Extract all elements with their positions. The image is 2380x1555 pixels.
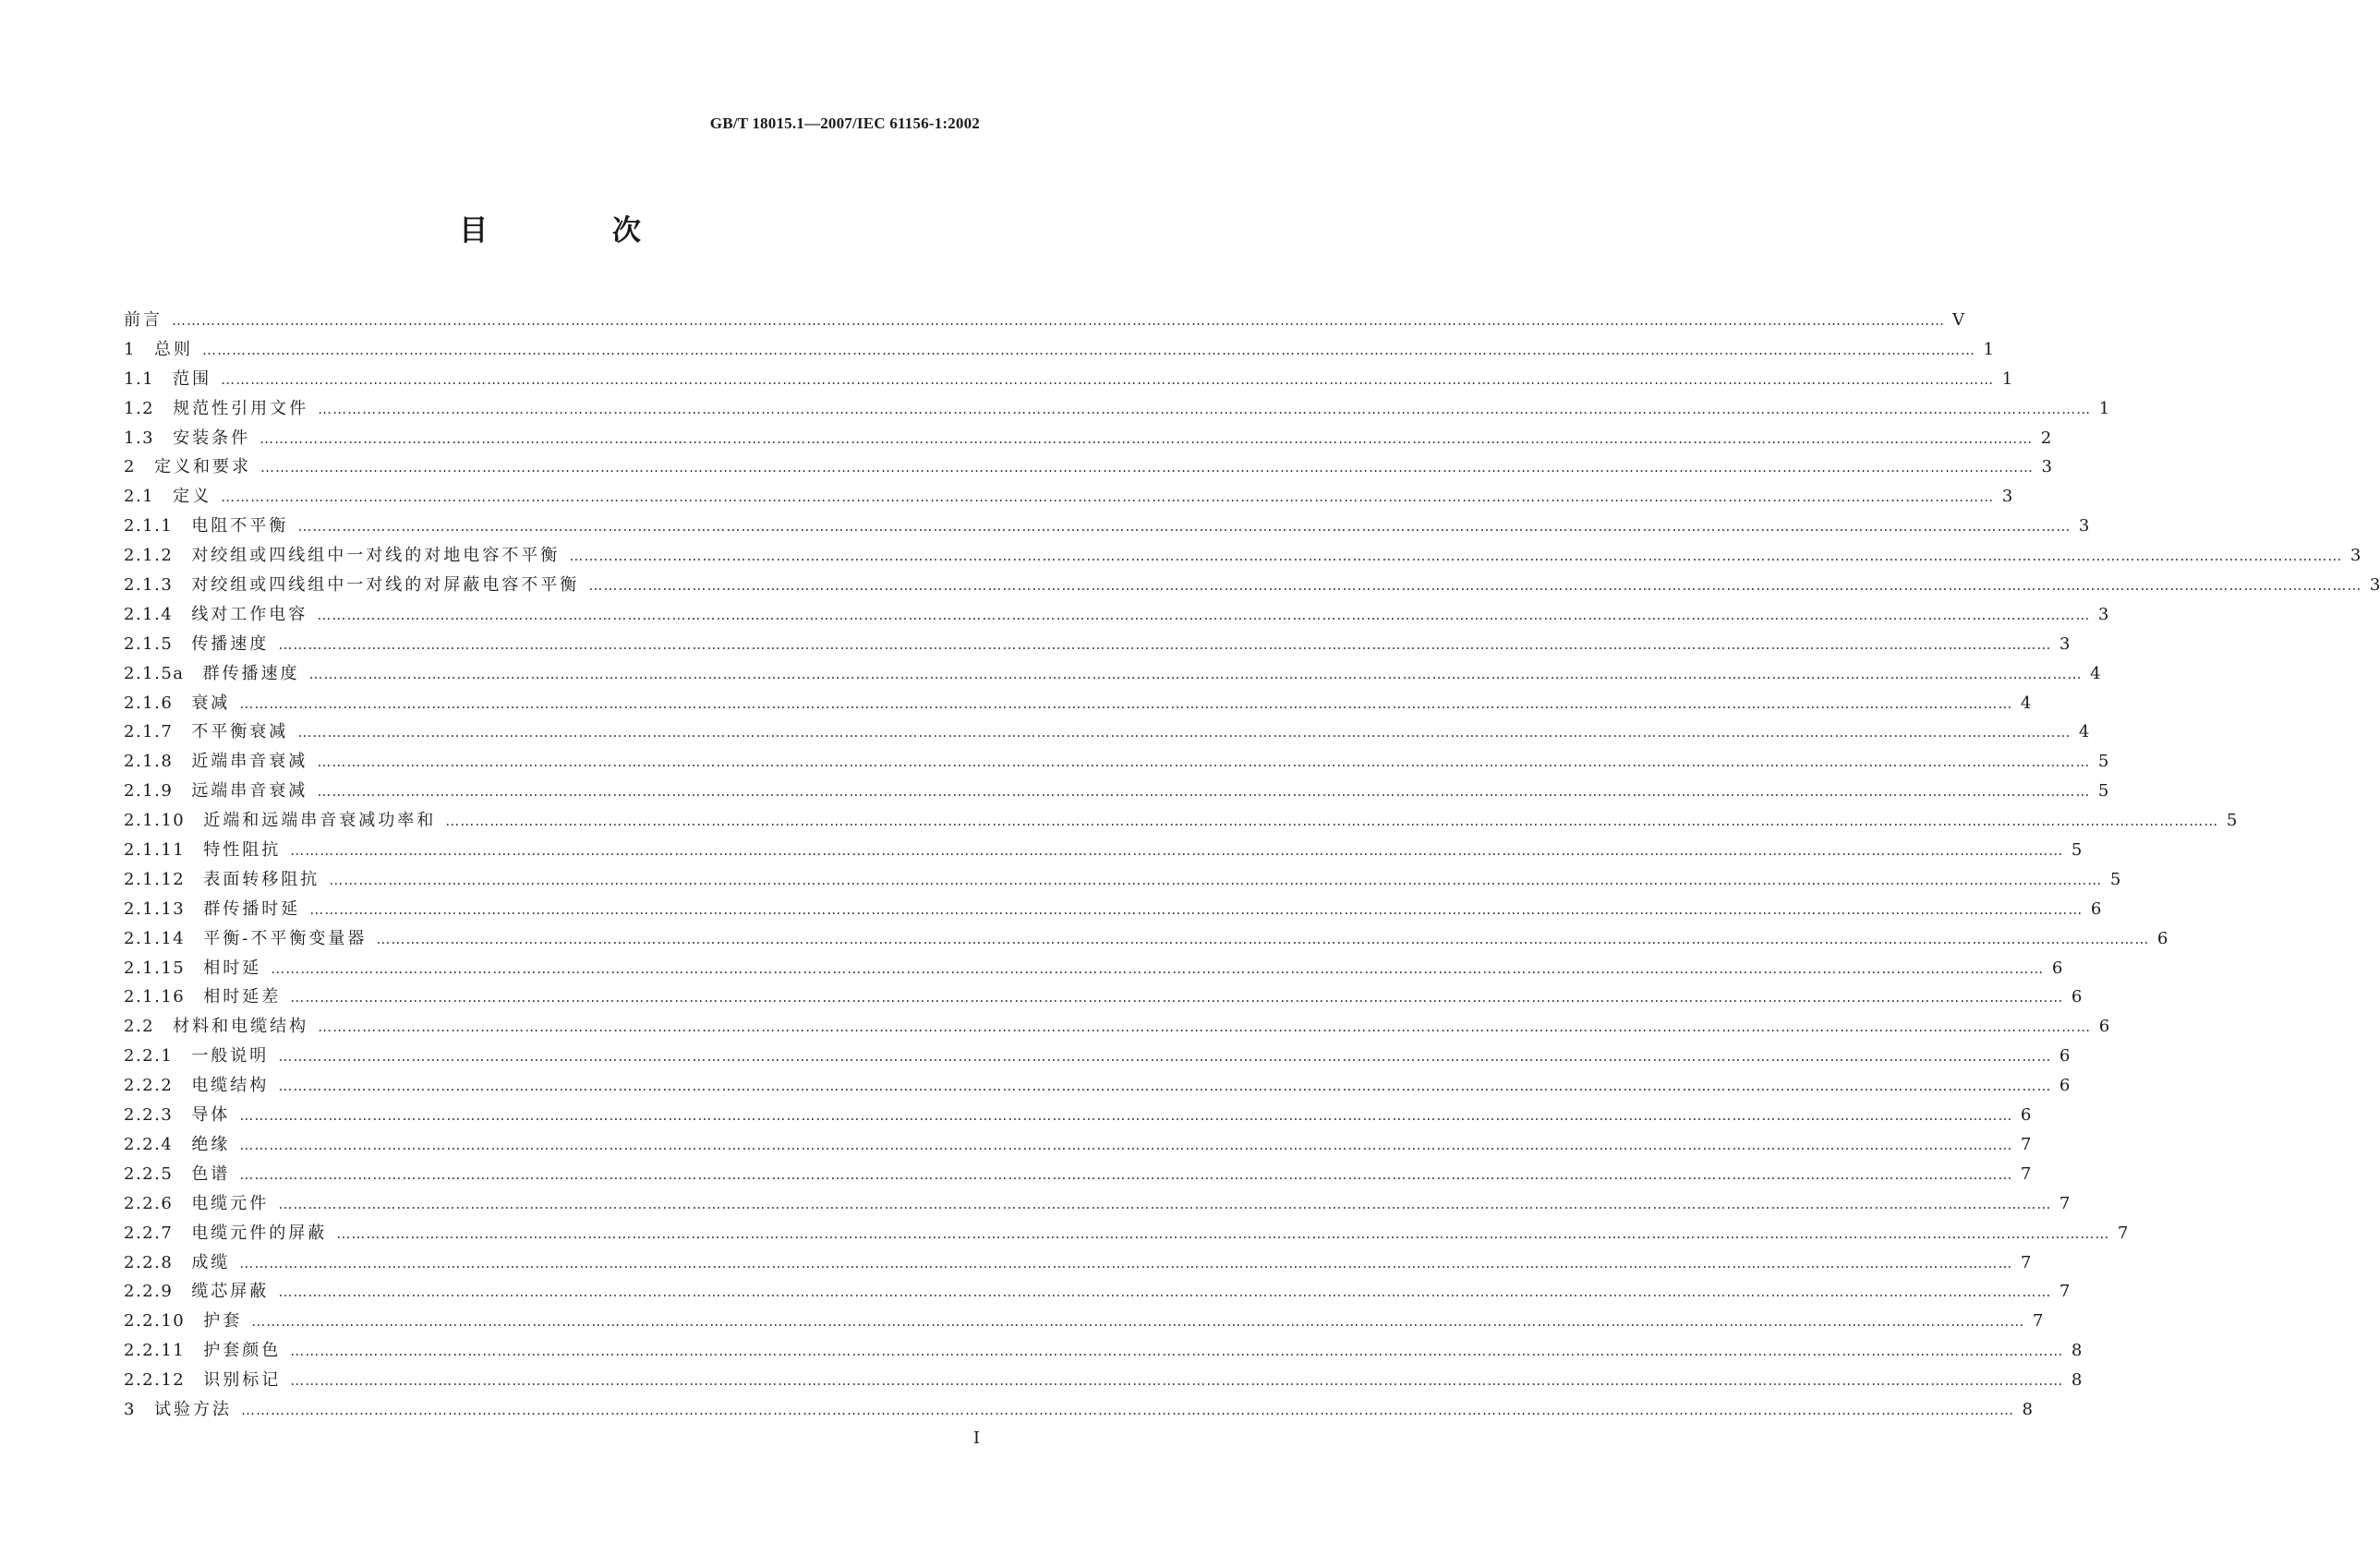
toc-entry-title: 规范性引用文件 — [173, 398, 309, 418]
toc-dot-leader: ……………………………………………………………………………………………………………………………………………………………………………………………………………………………………………………………………………………………………………………………… — [308, 665, 2083, 682]
toc-entry-number: 2.1.1 — [124, 516, 174, 536]
toc-entry[interactable] — [124, 717, 2090, 747]
toc-entry[interactable] — [124, 689, 2032, 718]
toc-entry-page: V — [1952, 310, 1964, 330]
toc-entry[interactable] — [124, 806, 2238, 836]
page-number: I — [973, 1428, 980, 1448]
toc-entry-page: 1 — [2001, 368, 2013, 389]
toc-dot-leader: ……………………………………………………………………………………………………………………………………………………………………………………………………………………………………………………………………………………………………………………………… — [278, 1048, 2052, 1066]
toc-entry[interactable] — [124, 836, 2083, 865]
toc-entry-page: 5 — [2097, 752, 2109, 772]
toc-entry-number: 2.1.5a — [124, 663, 185, 683]
toc-dot-leader: ……………………………………………………………………………………………………………………………………………………………………………………………………………………………………………………………………………………………………………………………… — [172, 312, 1945, 329]
toc-entry-page: 7 — [2059, 1193, 2071, 1213]
toc-entry-number: 1 — [124, 339, 136, 359]
toc-entry-title: 材料和电缆结构 — [173, 1017, 309, 1037]
toc-entry[interactable] — [124, 1395, 2033, 1425]
toc-entry-title: 定义 — [173, 487, 212, 507]
toc-entry-number: 2.2.12 — [124, 1370, 186, 1391]
toc-entry-page: 6 — [2051, 958, 2063, 978]
toc-dot-leader: ……………………………………………………………………………………………………………………………………………………………………………………………………………………………………………………………………………………………………………………………… — [239, 1136, 2013, 1153]
toc-entry-title: 电阻不平衡 — [191, 516, 289, 536]
toc-entry-page: 1 — [2098, 398, 2110, 418]
toc-entry-page: 7 — [2059, 1282, 2071, 1302]
toc-dot-leader: ……………………………………………………………………………………………………………………………………………………………………………………………………………………………………………………………………………………………………………………………… — [278, 1195, 2052, 1212]
toc-entry-title: 电缆元件的屏蔽 — [191, 1223, 328, 1243]
toc-dot-leader: ……………………………………………………………………………………………………………………………………………………………………………………………………………………………………………………………………………………………………………………………… — [309, 900, 2084, 918]
toc-dot-leader: ……………………………………………………………………………………………………………………………………………………………………………………………………………………………………………………………………………………………………………………………… — [278, 1078, 2052, 1095]
toc-entry[interactable] — [124, 924, 2169, 954]
toc-entry-title: 识别标记 — [203, 1370, 282, 1391]
toc-entry-number: 2.2.3 — [124, 1105, 174, 1126]
toc-dot-leader: ……………………………………………………………………………………………………………………………………………………………………………………………………………………………………………………………………………………………………………………………… — [221, 370, 1995, 388]
toc-entry-number: 1.3 — [124, 428, 155, 448]
toc-entry-page: 6 — [2059, 1076, 2071, 1096]
toc-entry-number: 2.1.7 — [124, 722, 174, 742]
toc-entry[interactable] — [124, 365, 2013, 394]
toc-entry-title: 导体 — [191, 1105, 231, 1126]
toc-entry-title: 电缆结构 — [191, 1076, 270, 1096]
toc-entry-page: 6 — [2020, 1105, 2032, 1126]
toc-entry[interactable] — [124, 1219, 2129, 1248]
table-of-contents — [124, 306, 2380, 1425]
toc-entry-number: 2.2.5 — [124, 1163, 174, 1184]
toc-dot-leader: ……………………………………………………………………………………………………………………………………………………………………………………………………………………………………………………………………………………………………………………………… — [317, 606, 2091, 623]
toc-entry-number: 2.2.9 — [124, 1282, 174, 1302]
toc-entry-title: 绝缘 — [191, 1134, 231, 1154]
toc-entry-number: 2.1.3 — [124, 575, 174, 596]
toc-entry-title: 安装条件 — [173, 428, 251, 448]
toc-entry[interactable] — [124, 541, 2362, 571]
toc-entry-title: 护套 — [203, 1311, 243, 1332]
toc-dot-leader: ……………………………………………………………………………………………………………………………………………………………………………………………………………………………………………………………………………………………………………………………… — [239, 694, 2013, 712]
toc-entry-number: 2.1.2 — [124, 546, 174, 566]
toc-entry-number: 2.1.4 — [124, 604, 174, 624]
toc-entry[interactable] — [124, 1189, 2071, 1219]
toc-entry[interactable] — [124, 424, 2052, 453]
toc-entry-page: 3 — [2078, 516, 2090, 536]
toc-entry-title: 远端串音衰减 — [191, 781, 308, 802]
toc-entry-number: 2.1 — [124, 487, 155, 507]
toc-entry-title: 定义和要求 — [153, 457, 251, 477]
toc-entry-page: 7 — [2020, 1163, 2032, 1184]
toc-dot-leader: ……………………………………………………………………………………………………………………………………………………………………………………………………………………………………………………………………………………………………………………………… — [239, 1254, 2013, 1272]
toc-entry-number: 2.1.5 — [124, 633, 174, 654]
toc-entry-page: 6 — [2090, 898, 2102, 919]
toc-entry[interactable] — [124, 452, 2052, 482]
toc-entry-page: 6 — [2098, 1017, 2110, 1037]
toc-dot-leader: ……………………………………………………………………………………………………………………………………………………………………………………………………………………………………………………………………………………………………………………………… — [271, 959, 2045, 977]
toc-entry-page: 6 — [2071, 987, 2083, 1007]
toc-dot-leader: ……………………………………………………………………………………………………………………………………………………………………………………………………………………………………………………………………………………………………………………………… — [290, 989, 2064, 1007]
toc-dot-leader: ……………………………………………………………………………………………………………………………………………………………………………………………………………………………………………………………………………………………………………………………… — [251, 1313, 2025, 1331]
toc-dot-leader: ……………………………………………………………………………………………………………………………………………………………………………………………………………………………………………………………………………………………………………………………… — [318, 1019, 2092, 1036]
toc-dot-leader: ……………………………………………………………………………………………………………………………………………………………………………………………………………………………………………………………………………………………………………………………… — [239, 1107, 2013, 1125]
toc-entry-title: 群传播时延 — [203, 898, 301, 919]
toc-entry[interactable] — [124, 630, 2071, 659]
toc-entry-page: 4 — [2090, 663, 2101, 683]
toc-entry-page: 7 — [2020, 1134, 2032, 1154]
toc-entry-title: 成缆 — [191, 1252, 231, 1272]
toc-entry-title: 对绞组或四线组中一对线的对屏蔽电容不平衡 — [191, 575, 580, 596]
toc-entry-number: 2.1.16 — [124, 987, 186, 1007]
toc-entry-number: 2.2.8 — [124, 1252, 174, 1272]
toc-entry-title: 前言 — [124, 310, 163, 330]
toc-entry-title: 相时延差 — [203, 987, 282, 1007]
toc-entry-number: 1.1 — [124, 368, 155, 389]
toc-entry-number: 2.1.15 — [124, 958, 186, 978]
toc-entry-number: 2.2.7 — [124, 1223, 174, 1243]
toc-dot-leader: ……………………………………………………………………………………………………………………………………………………………………………………………………………………………………………………………………………………………………………………………… — [290, 1372, 2064, 1390]
toc-entry-page: 5 — [2226, 811, 2238, 831]
toc-dot-leader: ……………………………………………………………………………………………………………………………………………………………………………………………………………………………………………………………………………………………………………………………… — [329, 871, 2103, 888]
toc-entry[interactable] — [124, 1101, 2032, 1130]
toc-entry-page: 7 — [2032, 1311, 2044, 1332]
toc-entry-number: 2.2 — [124, 1017, 155, 1037]
toc-entry-title: 色谱 — [191, 1163, 231, 1184]
toc-entry-title: 缆芯屏蔽 — [191, 1282, 270, 1302]
toc-entry[interactable] — [124, 777, 2109, 806]
toc-entry-title: 总则 — [153, 339, 193, 359]
toc-entry-number: 2 — [124, 457, 136, 477]
toc-entry-page: 7 — [2020, 1252, 2032, 1272]
toc-entry-page: 8 — [2071, 1341, 2083, 1361]
toc-entry[interactable] — [124, 571, 2380, 600]
toc-entry[interactable] — [124, 600, 2109, 630]
toc-entry-title: 范围 — [173, 368, 212, 389]
toc-entry-page: 4 — [2020, 693, 2032, 713]
toc-entry-page: 5 — [2109, 869, 2121, 889]
toc-dot-leader: ……………………………………………………………………………………………………………………………………………………………………………………………………………………………………………………………………………………………………………………………… — [260, 459, 2034, 476]
toc-entry[interactable] — [124, 1366, 2083, 1395]
page-title: 目 次 — [459, 214, 698, 247]
toc-entry-title: 近端串音衰减 — [191, 752, 308, 772]
toc-entry[interactable] — [124, 1071, 2071, 1101]
toc-entry-title: 一般说明 — [191, 1046, 270, 1067]
toc-entry-page: 7 — [2117, 1223, 2129, 1243]
toc-entry-page: 3 — [2097, 604, 2109, 624]
toc-entry-number: 2.1.11 — [124, 840, 186, 861]
toc-entry-title: 相时延 — [203, 958, 262, 978]
toc-entry[interactable] — [124, 1160, 2032, 1189]
toc-entry-number: 2.1.8 — [124, 752, 174, 772]
toc-dot-leader: ……………………………………………………………………………………………………………………………………………………………………………………………………………………………………………………………………………………………………………………………… — [201, 341, 1975, 358]
toc-entry-page: 6 — [2156, 928, 2169, 948]
toc-entry-number: 2.2.6 — [124, 1193, 174, 1213]
toc-dot-leader: ……………………………………………………………………………………………………………………………………………………………………………………………………………………………………………………………………………………………………………………………… — [317, 783, 2091, 801]
toc-entry-title: 传播速度 — [191, 633, 270, 654]
toc-entry-number: 2.2.4 — [124, 1134, 174, 1154]
toc-entry-page: 3 — [2059, 633, 2071, 654]
toc-dot-leader: ……………………………………………………………………………………………………………………………………………………………………………………………………………………………………………………………………………………………………………………………… — [278, 1284, 2052, 1301]
toc-entry[interactable] — [124, 1012, 2110, 1042]
standard-number: GB/T 18015.1—2007/IEC 61156-1:2002 — [709, 115, 980, 132]
toc-entry-title: 平衡-不平衡变量器 — [203, 928, 368, 948]
toc-entry[interactable] — [124, 1042, 2071, 1071]
toc-entry-number: 2.1.6 — [124, 693, 174, 713]
toc-entry[interactable] — [124, 1248, 2032, 1278]
toc-dot-leader: ……………………………………………………………………………………………………………………………………………………………………………………………………………………………………………………………………………………………………………………………… — [376, 930, 2150, 947]
toc-entry[interactable] — [124, 865, 2121, 895]
toc-entry-page: 3 — [2041, 457, 2052, 477]
toc-entry-title: 试验方法 — [153, 1399, 232, 1419]
toc-entry[interactable] — [124, 306, 1964, 335]
toc-dot-leader: ……………………………………………………………………………………………………………………………………………………………………………………………………………………………………………………………………………………………………………………………… — [239, 1165, 2013, 1183]
toc-dot-leader: ……………………………………………………………………………………………………………………………………………………………………………………………………………………………………………………………………………………………………………………………… — [278, 635, 2052, 653]
toc-dot-leader: ……………………………………………………………………………………………………………………………………………………………………………………………………………………………………………………………………………………………………………………………… — [317, 753, 2091, 771]
toc-entry[interactable] — [124, 394, 2110, 424]
toc-entry[interactable] — [124, 747, 2109, 777]
toc-entry-number: 2.1.10 — [124, 811, 186, 831]
toc-entry-page: 4 — [2078, 722, 2090, 742]
toc-entry-title: 电缆元件 — [191, 1193, 270, 1213]
toc-entry-title: 衰减 — [191, 693, 231, 713]
toc-dot-leader: ……………………………………………………………………………………………………………………………………………………………………………………………………………………………………………………………………………………………………………………………… — [569, 548, 2343, 565]
toc-entry[interactable] — [124, 1130, 2032, 1160]
toc-dot-leader: ……………………………………………………………………………………………………………………………………………………………………………………………………………………………………………………………………………………………………………………………… — [445, 813, 2219, 830]
toc-entry-number: 2.2.1 — [124, 1046, 174, 1067]
toc-entry-title: 表面转移阻抗 — [203, 869, 320, 889]
toc-dot-leader: ……………………………………………………………………………………………………………………………………………………………………………………………………………………………………………………………………………………………………………………………… — [260, 429, 2034, 447]
toc-entry[interactable] — [124, 1277, 2071, 1307]
toc-entry-title: 特性阻抗 — [203, 840, 282, 861]
toc-entry-page: 5 — [2097, 781, 2109, 802]
toc-entry[interactable] — [124, 335, 1994, 365]
toc-entry-number: 2.2.10 — [124, 1311, 186, 1332]
toc-entry-title: 护套颜色 — [203, 1341, 282, 1361]
toc-entry[interactable] — [124, 1336, 2083, 1366]
toc-dot-leader: ……………………………………………………………………………………………………………………………………………………………………………………………………………………………………………………………………………………………………………………………… — [318, 400, 2092, 417]
toc-dot-leader: ……………………………………………………………………………………………………………………………………………………………………………………………………………………………………………………………………………………………………………………………… — [297, 518, 2072, 536]
toc-dot-leader: ……………………………………………………………………………………………………………………………………………………………………………………………………………………………………………………………………………………………………………………………… — [240, 1401, 2014, 1418]
toc-entry-title: 群传播速度 — [202, 663, 300, 683]
toc-entry-number: 2.2.11 — [124, 1341, 186, 1361]
toc-dot-leader: ……………………………………………………………………………………………………………………………………………………………………………………………………………………………………………………………………………………………………………………………… — [588, 577, 2362, 595]
toc-entry-page: 3 — [2001, 487, 2013, 507]
toc-entry-title: 对绞组或四线组中一对线的对地电容不平衡 — [191, 546, 561, 566]
toc-entry[interactable] — [124, 1307, 2044, 1336]
toc-entry-page: 1 — [1983, 339, 1994, 359]
toc-entry-page: 8 — [2071, 1370, 2083, 1391]
toc-entry-page: 3 — [2369, 575, 2380, 596]
toc-entry-number: 2.1.12 — [124, 869, 186, 889]
toc-entry-page: 5 — [2071, 840, 2083, 861]
toc-entry-number: 2.1.9 — [124, 781, 174, 802]
toc-entry-page: 3 — [2350, 546, 2362, 566]
toc-entry[interactable] — [124, 895, 2102, 924]
toc-entry-page: 8 — [2022, 1399, 2033, 1419]
toc-entry[interactable] — [124, 512, 2090, 541]
toc-entry[interactable] — [124, 982, 2083, 1012]
toc-entry[interactable] — [124, 659, 2101, 689]
toc-entry-title: 线对工作电容 — [191, 604, 308, 624]
toc-entry-number: 2.1.13 — [124, 898, 186, 919]
toc-entry[interactable] — [124, 482, 2013, 512]
toc-dot-leader: ……………………………………………………………………………………………………………………………………………………………………………………………………………………………………………………………………………………………………………………………… — [297, 724, 2072, 741]
toc-dot-leader: ……………………………………………………………………………………………………………………………………………………………………………………………………………………………………………………………………………………………………………………………… — [221, 488, 1995, 506]
toc-dot-leader: ……………………………………………………………………………………………………………………………………………………………………………………………………………………………………………………………………………………………………………………………… — [290, 842, 2064, 860]
toc-entry-number: 2.1.14 — [124, 928, 186, 948]
toc-entry-number: 1.2 — [124, 398, 155, 418]
toc-entry-number: 3 — [124, 1399, 136, 1419]
toc-dot-leader: ……………………………………………………………………………………………………………………………………………………………………………………………………………………………………………………………………………………………………………………………… — [290, 1343, 2064, 1360]
toc-entry-number: 2.2.2 — [124, 1076, 174, 1096]
toc-entry-page: 2 — [2040, 428, 2052, 448]
toc-entry-page: 6 — [2059, 1046, 2071, 1067]
toc-entry-title: 不平衡衰减 — [191, 722, 289, 742]
toc-entry-title: 近端和远端串音衰减功率和 — [203, 811, 437, 831]
toc-dot-leader: ……………………………………………………………………………………………………………………………………………………………………………………………………………………………………………………………………………………………………………………………… — [336, 1224, 2110, 1242]
toc-entry[interactable] — [124, 954, 2063, 983]
